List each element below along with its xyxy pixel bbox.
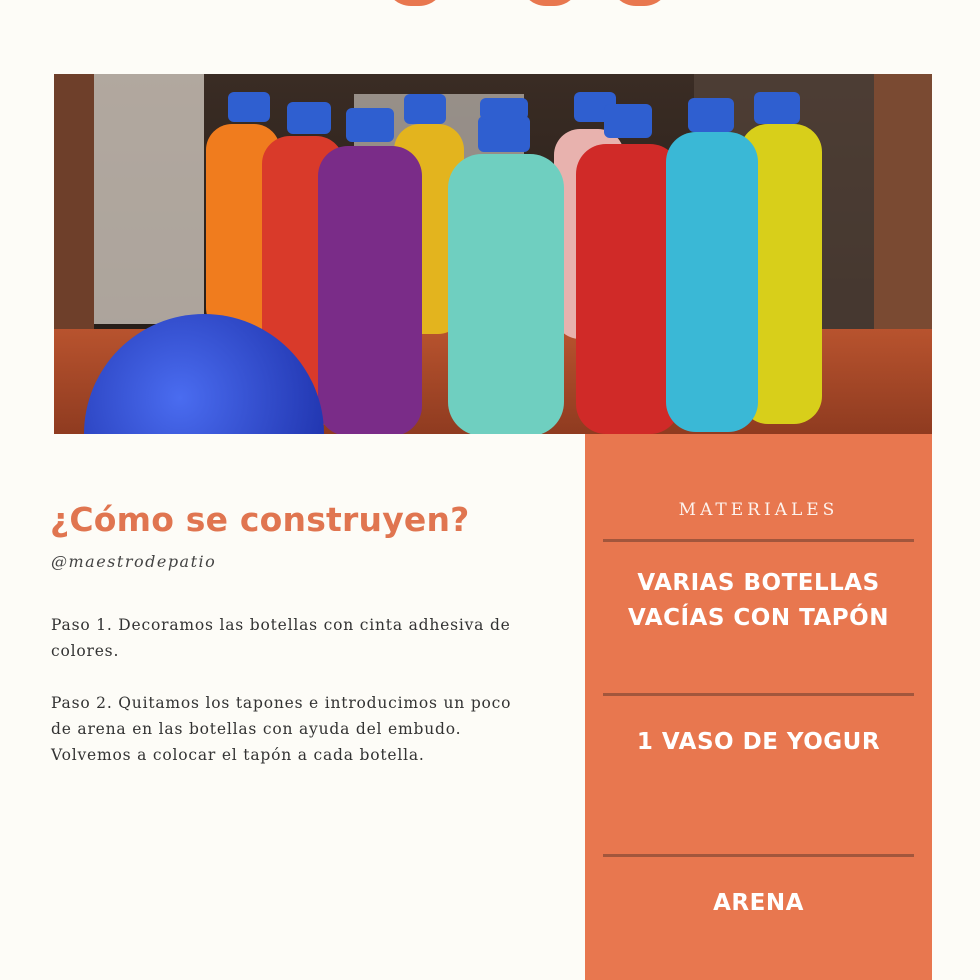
bottle-purple <box>318 108 422 434</box>
material-item-line: 1 VASO DE YOGUR <box>636 729 881 755</box>
divider <box>603 539 914 542</box>
material-item-sand <box>585 886 932 921</box>
materials-panel <box>585 434 932 980</box>
divider <box>603 854 914 857</box>
bottles-photo <box>54 74 932 434</box>
material-item-line: VARIAS BOTELLAS <box>637 570 880 596</box>
top-decoration <box>520 0 580 6</box>
material-item-line: VACÍAS CON TAPÓN <box>628 605 889 631</box>
divider <box>603 693 914 696</box>
page-title: ¿Cómo se construyen? <box>50 500 470 539</box>
material-item-line: ARENA <box>713 890 804 916</box>
materials-heading: MATERIALES <box>678 500 839 520</box>
step-1: Paso 1. Decoramos las botellas con cinta adhesiva de colores. <box>51 616 511 660</box>
bottle-red-right <box>576 104 680 434</box>
material-item-yogurt <box>585 725 932 760</box>
top-decoration <box>385 0 445 6</box>
material-item-bottles <box>585 566 932 636</box>
author-handle: @maestrodepatio <box>51 552 217 571</box>
bottle-cyan <box>666 98 758 432</box>
top-decoration <box>610 0 670 6</box>
step-2: Paso 2. Quitamos los tapones e introducimos un poco de arena en las botellas con ayuda del embudo. Volvemos a colocar el tapón a cada botella. <box>51 694 512 764</box>
